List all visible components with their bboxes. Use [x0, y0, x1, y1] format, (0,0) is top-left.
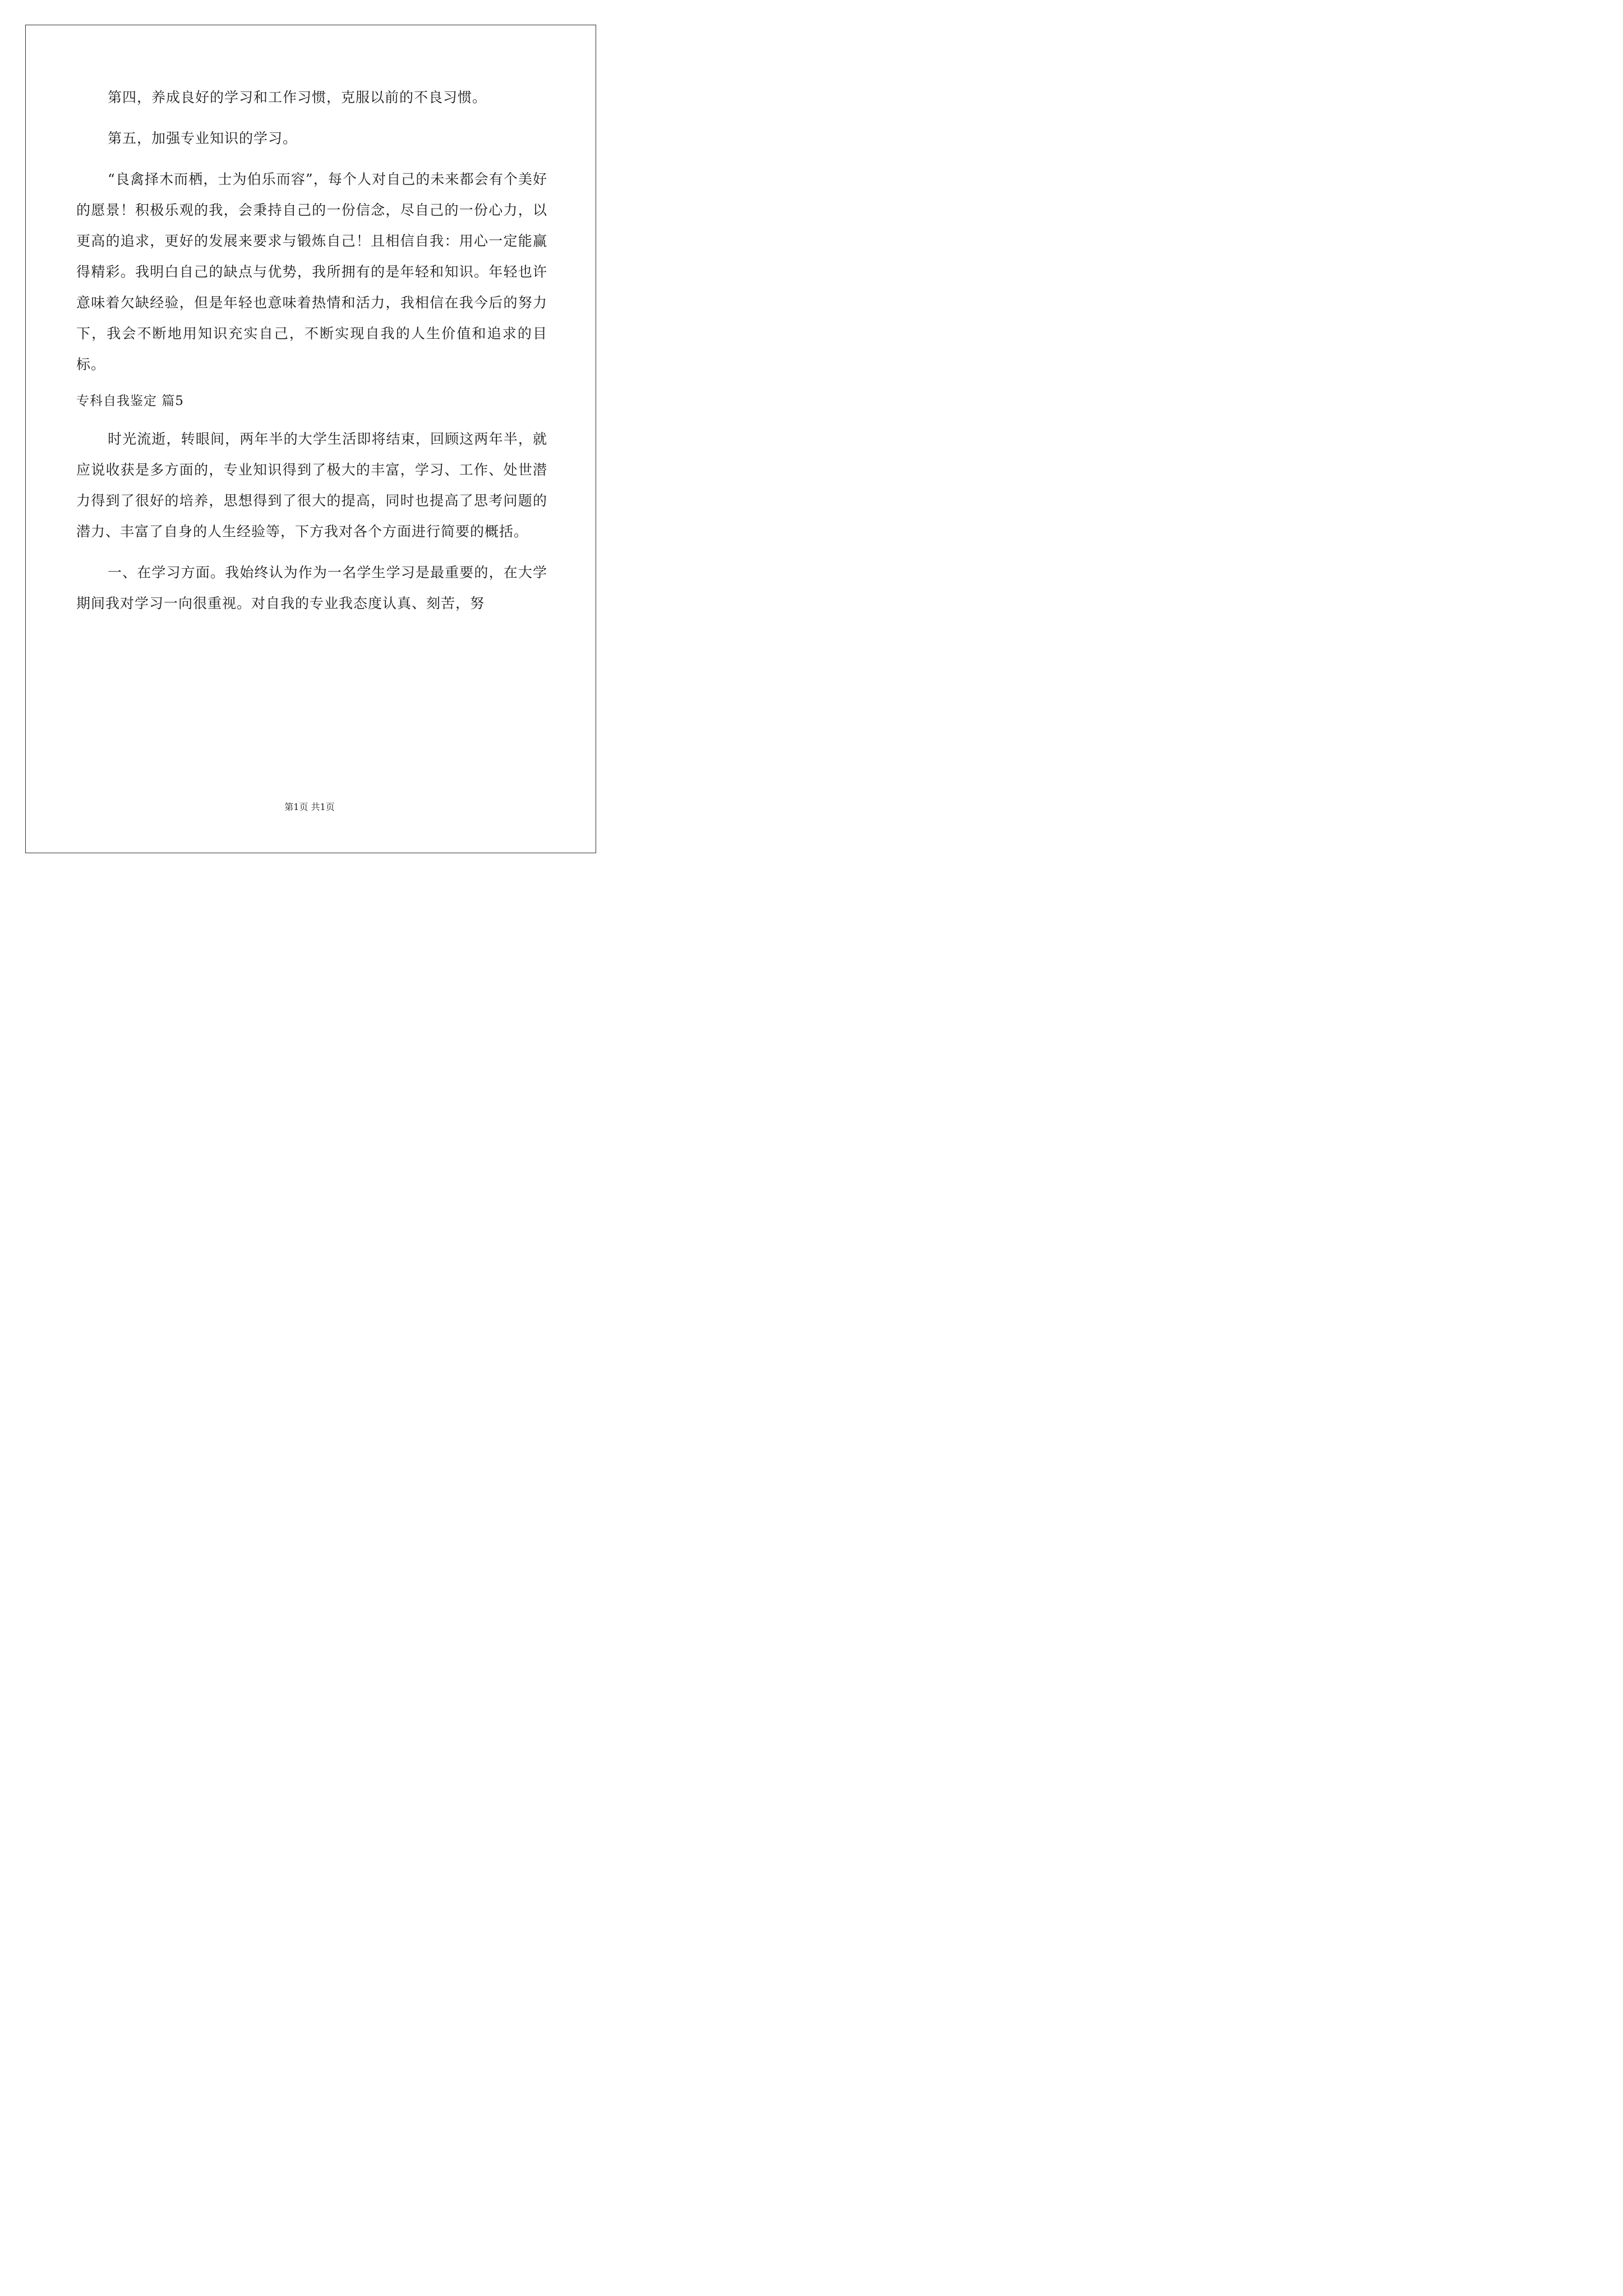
section-heading: 专科自我鉴定 篇5 — [76, 394, 184, 408]
paragraph-vision: “良禽择木而栖，士为伯乐而容”，每个人对自己的未来都会有个美好的愿景！积极乐观的我，会秉持自己的一份信念，尽自己的一份心力，以更高的追求，更好的发展来要求与锻炼自己！且相信自我：用心一定能赢得精彩。我明白自己的缺点与优势，我所拥有的是年轻和知识。年轻也许意味着欠缺经验，但是年轻也意味着热情和活力，我相信在我今后的努力下，我会不断地用知识充实自己，不断实现自我的人生价值和追求的目标。 — [76, 171, 547, 372]
paragraph-overview: 时光流逝，转眼间，两年半的大学生活即将结束，回顾这两年半，就应说收获是多方面的，专业知识得到了极大的丰富，学习、工作、处世潜力得到了很好的培养，思想得到了很大的提高，同时也提高了思考问题的潜力、丰富了自身的人生经验等，下方我对各个方面进行简要的概括。 — [76, 431, 547, 540]
paragraph-habits: 第四，养成良好的学习和工作习惯，克服以前的不良习惯。 — [108, 89, 487, 105]
paragraph-study: 一、在学习方面。我始终认为作为一名学生学习是最重要的，在大学期间我对学习一向很重视。对自我的专业我态度认真、刻苦，努 — [76, 564, 547, 611]
document-body — [76, 82, 547, 629]
paragraph-knowledge: 第五，加强专业知识的学习。 — [108, 130, 298, 146]
page-footer: 第1页 共1页 — [284, 802, 335, 812]
